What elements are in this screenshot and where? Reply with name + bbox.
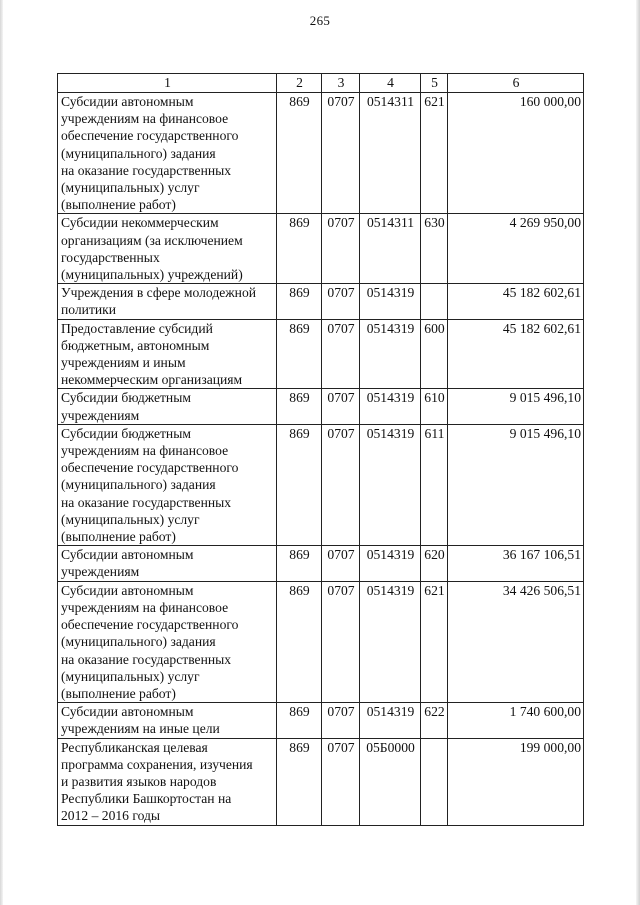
row-section-code: 0707: [322, 389, 360, 424]
table-row: [58, 546, 584, 581]
row-section-code: 0707: [322, 738, 360, 825]
table-row: [58, 284, 584, 319]
row-amount: 9 015 496,10: [448, 424, 584, 545]
row-article-code: 0514319: [360, 389, 421, 424]
row-admin-code: 869: [277, 93, 322, 214]
header-col-type: 5: [421, 74, 448, 93]
row-type-code: 622: [421, 703, 448, 738]
header-col-admin: 2: [277, 74, 322, 93]
table-row: [58, 93, 584, 214]
row-type-code: 630: [421, 214, 448, 284]
row-section-code: 0707: [322, 93, 360, 214]
row-name: Республиканская целевая программа сохранения, изучения и развития языков народов Республики Башкортостан на 2012 – 2016 годы: [58, 738, 277, 825]
row-section-code: 0707: [322, 703, 360, 738]
header-col-section: 3: [322, 74, 360, 93]
row-type-code: [421, 738, 448, 825]
table-row: [58, 389, 584, 424]
scan-edge-left: [0, 0, 3, 905]
row-admin-code: 869: [277, 389, 322, 424]
row-article-code: 0514319: [360, 284, 421, 319]
table-body: [58, 93, 584, 826]
row-section-code: 0707: [322, 581, 360, 702]
scan-edge-right: [636, 0, 640, 905]
row-name: Субсидии автономным учреждениям на финансовое обеспечение государственного (муниципального) задания на оказание государственных (муниципальных) услуг (выполнение работ): [58, 93, 277, 214]
row-admin-code: 869: [277, 284, 322, 319]
row-section-code: 0707: [322, 284, 360, 319]
row-type-code: 600: [421, 319, 448, 389]
row-name: Субсидии бюджетным учреждениям на финансовое обеспечение государственного (муниципального) задания на оказание государственных (муниципальных) услуг (выполнение работ): [58, 424, 277, 545]
row-admin-code: 869: [277, 424, 322, 545]
row-article-code: 0514311: [360, 214, 421, 284]
row-article-code: 05Б0000: [360, 738, 421, 825]
header-row: [58, 74, 584, 93]
row-name: Предоставление субсидий бюджетным, автономным учреждениям и иным некоммерческим организациям: [58, 319, 277, 389]
row-article-code: 0514319: [360, 546, 421, 581]
row-type-code: 620: [421, 546, 448, 581]
row-section-code: 0707: [322, 546, 360, 581]
row-name: Субсидии автономным учреждениям на иные цели: [58, 703, 277, 738]
row-article-code: 0514311: [360, 93, 421, 214]
row-name: Субсидии автономным учреждениям: [58, 546, 277, 581]
row-type-code: 611: [421, 424, 448, 545]
row-name: Субсидии автономным учреждениям на финансовое обеспечение государственного (муниципального) задания на оказание государственных (муниципальных) услуг (выполнение работ): [58, 581, 277, 702]
row-type-code: 621: [421, 581, 448, 702]
table-row: [58, 581, 584, 702]
row-admin-code: 869: [277, 581, 322, 702]
row-article-code: 0514319: [360, 319, 421, 389]
row-admin-code: 869: [277, 214, 322, 284]
row-name: Учреждения в сфере молодежной политики: [58, 284, 277, 319]
table-row: [58, 424, 584, 545]
row-name: Субсидии некоммерческим организациям (за исключением государственных (муниципальных) учреждений): [58, 214, 277, 284]
row-admin-code: 869: [277, 319, 322, 389]
row-section-code: 0707: [322, 319, 360, 389]
row-type-code: [421, 284, 448, 319]
row-name: Субсидии бюджетным учреждениям: [58, 389, 277, 424]
table-row: [58, 738, 584, 825]
row-article-code: 0514319: [360, 424, 421, 545]
row-amount: 1 740 600,00: [448, 703, 584, 738]
row-amount: 199 000,00: [448, 738, 584, 825]
budget-table: [57, 73, 584, 826]
row-amount: 36 167 106,51: [448, 546, 584, 581]
row-type-code: 621: [421, 93, 448, 214]
row-amount: 34 426 506,51: [448, 581, 584, 702]
row-article-code: 0514319: [360, 581, 421, 702]
page-number: 265: [309, 13, 331, 28]
row-section-code: 0707: [322, 214, 360, 284]
table-row: [58, 319, 584, 389]
row-amount: 45 182 602,61: [448, 284, 584, 319]
row-admin-code: 869: [277, 546, 322, 581]
table-row: [58, 703, 584, 738]
row-amount: 4 269 950,00: [448, 214, 584, 284]
row-amount: 9 015 496,10: [448, 389, 584, 424]
row-type-code: 610: [421, 389, 448, 424]
row-amount: 160 000,00: [448, 93, 584, 214]
row-section-code: 0707: [322, 424, 360, 545]
header-col-amount: 6: [448, 74, 584, 93]
row-admin-code: 869: [277, 703, 322, 738]
header-col-article: 4: [360, 74, 421, 93]
row-amount: 45 182 602,61: [448, 319, 584, 389]
table-header: [58, 74, 584, 93]
table-row: [58, 214, 584, 284]
row-admin-code: 869: [277, 738, 322, 825]
header-col-name: 1: [58, 74, 277, 93]
row-article-code: 0514319: [360, 703, 421, 738]
